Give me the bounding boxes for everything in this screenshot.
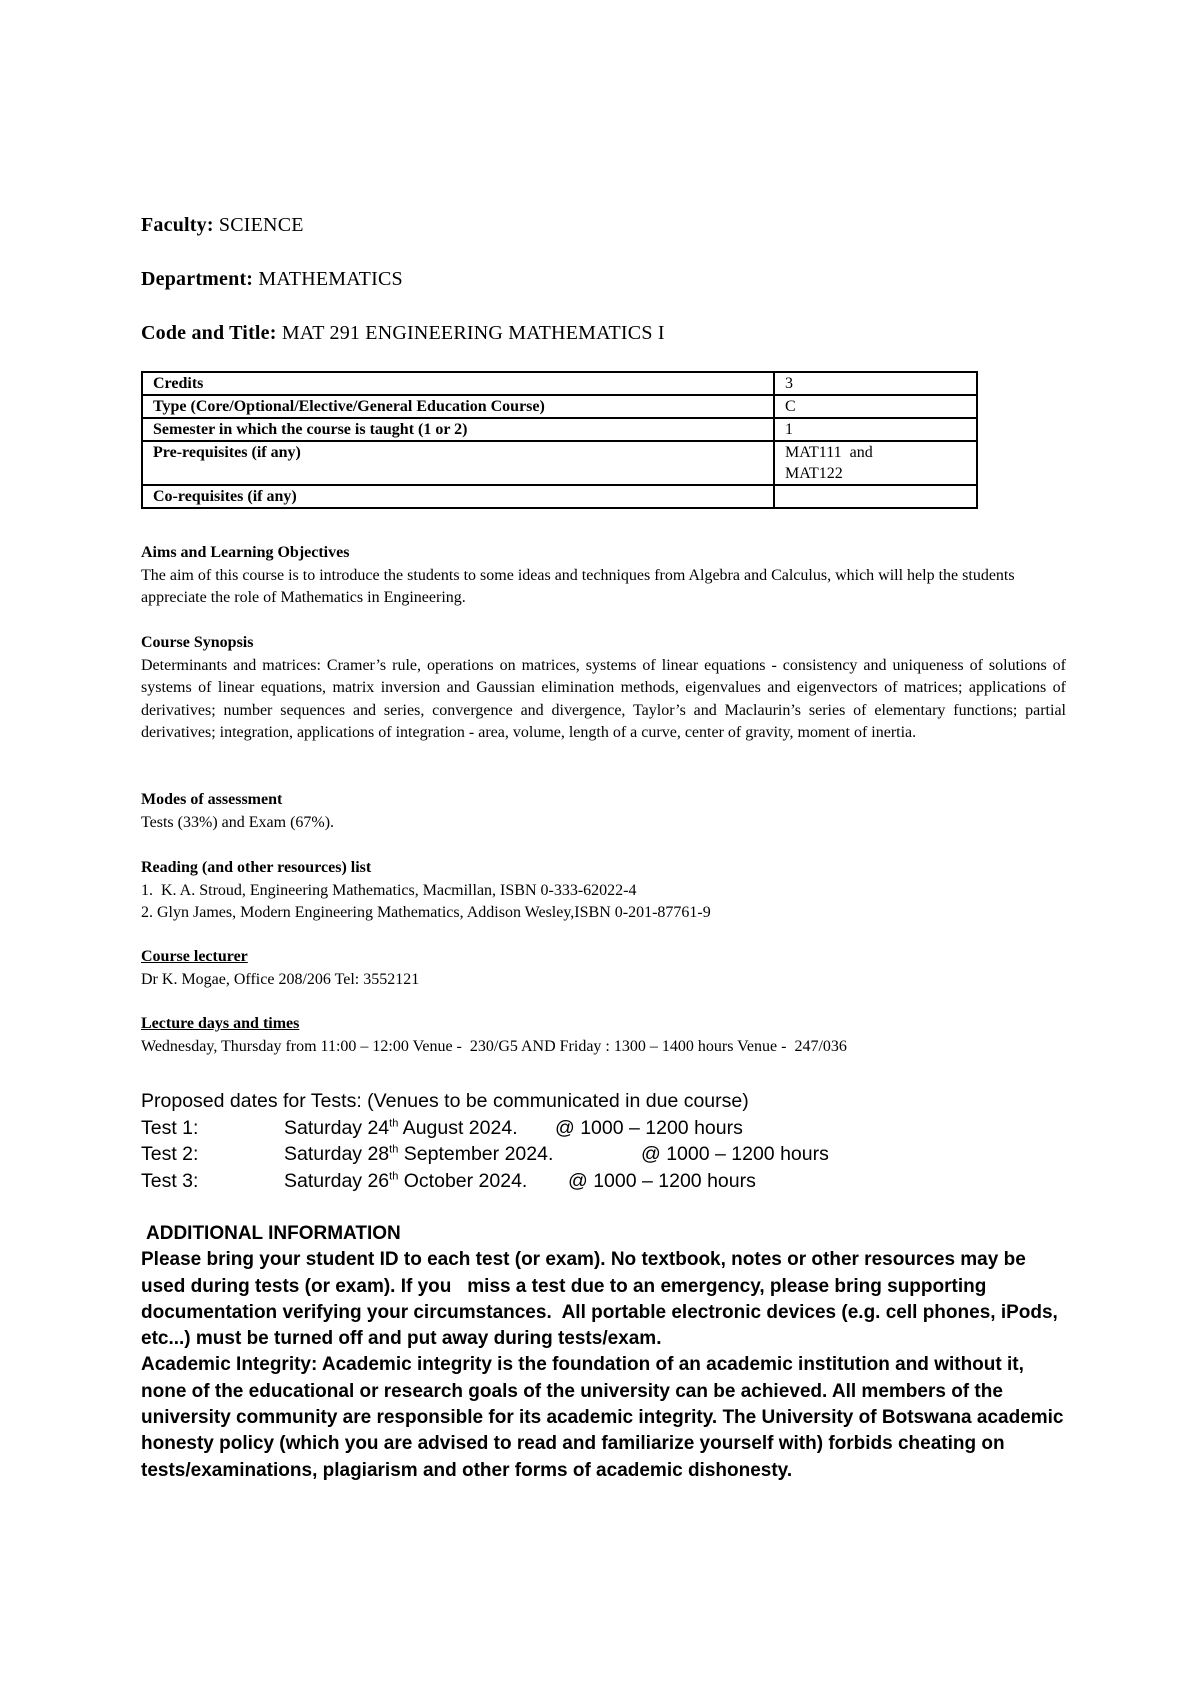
department-label: Department: <box>141 268 254 290</box>
synopsis-text: Determinants and matrices: Cramer’s rule, operations on matrices, systems of linear equations - consistency and uniqueness of solutions of systems of linear equations, matrix inversion and Gaussian elimination methods, eigenvalues and eigenvectors of matrices; applications of derivatives; number sequences and series, convergence and divergence, Taylor’s and Maclaurin’s series of elementary functions; partial derivatives; integration, applications of integration - area, volume, length of a curve, center of gravity, moment of inertia. <box>141 656 1066 741</box>
academic-integrity-paragraph: Academic Integrity: Academic integrity is the foundation of an academic institution and without it, none of the educational or research goals of the university can be achieved. All members of the university community are responsible for its academic integrity. The University of Botswana academic honesty policy (which you are advised to read and familiarize yourself with) forbids cheating on tests/examinations, plagiarism and other forms of academic dishonesty. <box>141 1354 1064 1481</box>
semester-label: Semester in which the course is taught (1 or 2) <box>142 418 774 441</box>
assessment-text: Tests (33%) and Exam (67%). <box>141 813 335 831</box>
test-date <box>284 1168 527 1194</box>
code-title-line <box>141 322 665 345</box>
table-row <box>142 418 977 441</box>
test-month-year: August 2024. <box>398 1116 518 1139</box>
additional-info-section <box>141 1221 1071 1484</box>
test-day-suffix: th <box>389 1117 399 1129</box>
corequisites-value <box>774 485 977 508</box>
lecturer-text: Dr K. Mogae, Office 208/206 Tel: 3552121 <box>141 970 420 988</box>
test-date <box>284 1141 553 1167</box>
test-day-suffix: th <box>389 1143 399 1156</box>
lecture-times-text: Wednesday, Thursday from 11:00 – 12:00 Venue - 230/G5 AND Friday : 1300 – 1400 hours Venue - 247/036 <box>141 1037 847 1055</box>
assessment-section <box>141 789 1066 834</box>
test-month-year: October 2024. <box>398 1169 528 1192</box>
test-day: Saturday 28 <box>284 1143 390 1165</box>
lecture-times-section <box>141 1013 1066 1058</box>
department-value: MATHEMATICS <box>258 268 403 290</box>
lecture-times-heading: Lecture days and times <box>141 1015 300 1032</box>
credits-value: 3 <box>774 372 977 395</box>
test-name: Test 3: <box>141 1169 199 1192</box>
aims-text: The aim of this course is to introduce the students to some ideas and techniques from Algebra and Calculus, which will help the students appreciate the role of Mathematics in Engineering. <box>141 566 1015 606</box>
test-name: Test 1: <box>141 1116 199 1139</box>
test-time: @ 1000 – 1200 hours <box>555 1116 743 1139</box>
reading-section <box>141 857 1066 925</box>
faculty-label: Faculty: <box>141 214 214 236</box>
lecturer-section <box>141 946 1066 991</box>
reading-item: 1. K. A. Stroud, Engineering Mathematics, Macmillan, ISBN 0-333-62022-4 <box>141 881 637 899</box>
table-row <box>142 485 977 508</box>
test-name: Test 2: <box>141 1143 199 1165</box>
test-time: @ 1000 – 1200 hours <box>568 1169 756 1192</box>
department-line <box>141 268 403 291</box>
synopsis-heading: Course Synopsis <box>141 634 254 651</box>
code-title-label: Code and Title: <box>141 322 277 344</box>
assessment-heading: Modes of assessment <box>141 791 283 808</box>
test-date <box>284 1115 518 1141</box>
prerequisites-line-1: MAT111 and <box>785 444 873 461</box>
prerequisites-value <box>774 441 977 485</box>
test-row <box>141 1115 749 1142</box>
test-row <box>141 1168 756 1195</box>
faculty-value: SCIENCE <box>218 214 304 236</box>
credits-label: Credits <box>142 372 774 395</box>
semester-value: 1 <box>774 418 977 441</box>
tests-heading: Proposed dates for Tests: (Venues to be communicated in due course) <box>141 1090 749 1112</box>
prerequisites-label: Pre-requisites (if any) <box>142 441 774 485</box>
tests-section <box>141 1088 829 1194</box>
reading-item: 2. Glyn James, Modern Engineering Mathematics, Addison Wesley,ISBN 0-201-87761-9 <box>141 904 711 921</box>
code-title-value: MAT 291 ENGINEERING MATHEMATICS I <box>281 322 665 344</box>
table-row <box>142 395 977 418</box>
test-day: Saturday 26 <box>284 1169 390 1192</box>
aims-section <box>141 542 1066 610</box>
test-time: @ 1000 – 1200 hours <box>641 1143 829 1165</box>
test-month-year: September 2024. <box>398 1143 554 1165</box>
type-label: Type (Core/Optional/Elective/General Education Course) <box>142 395 774 418</box>
aims-heading: Aims and Learning Objectives <box>141 544 350 561</box>
synopsis-section <box>141 632 1066 745</box>
additional-info-heading: ADDITIONAL INFORMATION <box>146 1223 401 1244</box>
test-row <box>141 1141 829 1168</box>
lecturer-heading: Course lecturer <box>141 948 248 965</box>
reading-heading: Reading (and other resources) list <box>141 859 372 876</box>
prerequisites-line-2: MAT122 <box>785 465 843 482</box>
test-day-suffix: th <box>389 1170 399 1182</box>
table-row <box>142 441 977 485</box>
course-info-table <box>141 371 978 509</box>
corequisites-label: Co-requisites (if any) <box>142 485 774 508</box>
test-day: Saturday 24 <box>284 1116 390 1139</box>
additional-info-paragraph: Please bring your student ID to each test (or exam). No textbook, notes or other resources may be used during tests (or exam). If you miss a test due to an emergency, please bring supporting documentation verifying your circumstances. All portable electronic devices (e.g. cell phones, iPods, etc...) must be turned off and put away during tests/exam. <box>141 1249 1064 1350</box>
table-row <box>142 372 977 395</box>
type-value: C <box>774 395 977 418</box>
faculty-line <box>141 214 304 237</box>
